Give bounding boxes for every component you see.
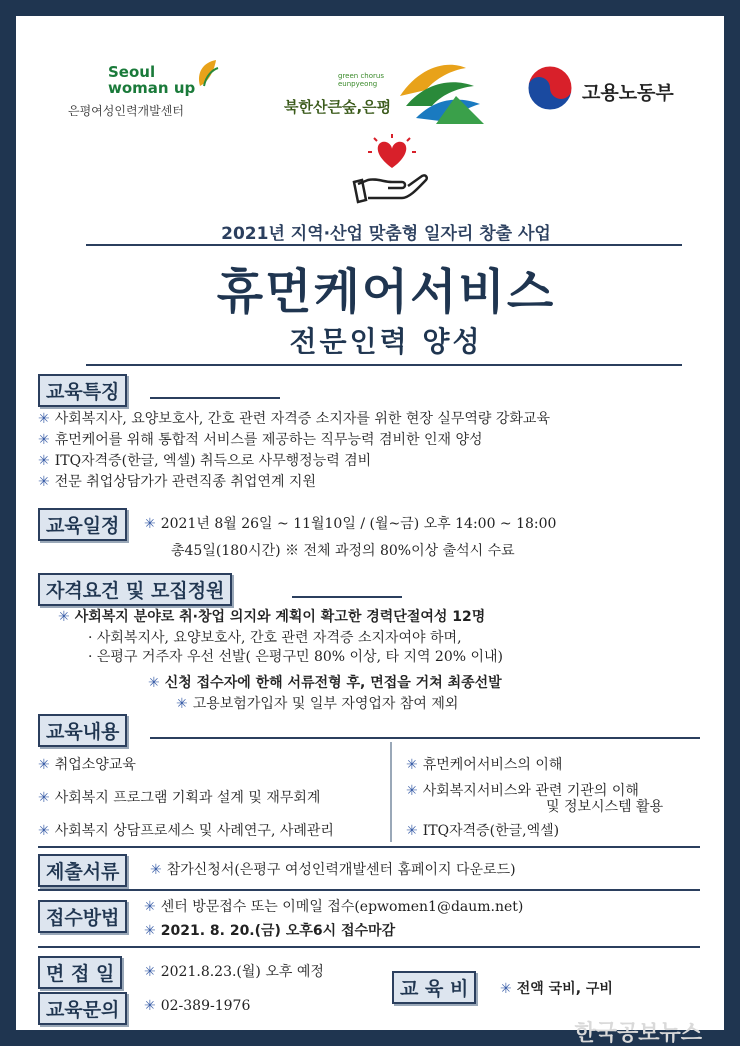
logo-green-chorus-small: green chorus eunpyeong xyxy=(338,72,384,88)
features-underline xyxy=(150,397,280,399)
requirements-sub1: · 사회복지사, 요양보호사, 간호 관련 자격증 소지자여야 하며, xyxy=(88,630,462,646)
mountain-icon xyxy=(396,56,488,126)
content-left-item: ✳ 사회복지 상담프로세스 및 사례연구, 사례관리 xyxy=(38,823,334,839)
heart-hand-icon xyxy=(352,132,432,208)
feature-item: ✳ ITQ자격증(한글, 엑셀) 취득으로 사무행정능력 겸비 xyxy=(38,453,372,469)
ministry-logo xyxy=(526,64,706,114)
logo-center-name: 은평여성인력개발센터 xyxy=(68,104,184,118)
feature-item: ✳ 사회복지사, 요양보호사, 간호 관련 자격증 소지자를 위한 현장 실무역량 강화교육 xyxy=(38,411,550,427)
feature-item: ✳ 전문 취업상담가가 관련직종 취업연계 지원 xyxy=(38,474,316,490)
schedule-dates: ✳ 2021년 8월 26일 ~ 11월10일 / (월~금) 오후 14:00 ~ 18:00 xyxy=(144,516,557,532)
content-right-item: ✳ 휴먼케어서비스의 이해 xyxy=(406,757,563,773)
content-left-item: ✳ 사회복지 프로그램 기획과 설계 및 재무회계 xyxy=(38,790,321,806)
documents-bottom-rule xyxy=(38,889,700,891)
feature-item: ✳ 휴먼케어를 위해 통합적 서비스를 제공하는 직무능력 겸비한 인재 양성 xyxy=(38,432,483,448)
documents-text: ✳ 참가신청서(은평구 여성인력개발센터 홈페이지 다운로드) xyxy=(150,862,516,878)
content-right-item: ✳ 사회복지서비스와 관련 기관의 이해 xyxy=(406,783,639,799)
section-label-documents: 제출서류 xyxy=(38,854,127,887)
section-label-inquiry: 교육문의 xyxy=(38,992,127,1025)
section-label-interview: 면 접 일 xyxy=(38,956,122,989)
apply-bottom-rule xyxy=(38,946,700,948)
seoul-woman-up-logo xyxy=(68,64,228,124)
title-top-rule xyxy=(86,244,682,246)
logo-seoul-text: Seoul xyxy=(108,63,156,81)
section-label-fee: 교 육 비 xyxy=(392,971,476,1004)
leaf-icon xyxy=(194,58,220,88)
requirements-note1: ✳ 신청 접수자에 한해 서류전형 후, 면접을 거쳐 최종선발 xyxy=(148,675,502,691)
contents-divider xyxy=(390,742,392,842)
project-subtitle: 2021년 지역·산업 맞춤형 일자리 창출 사업 xyxy=(221,224,551,244)
requirements-main: ✳ 사회복지 분야로 취·창업 의지와 계획이 확고한 경력단절여성 12명 xyxy=(58,609,486,625)
contents-top-rule xyxy=(150,737,700,739)
contents-bottom-rule xyxy=(38,846,700,848)
requirements-note2: ✳ 고용보험가입자 및 일부 자영업자 참여 제외 xyxy=(176,696,459,712)
green-chorus-logo xyxy=(278,56,498,128)
interview-text: ✳ 2021.8.23.(월) 오후 예정 xyxy=(144,964,324,980)
watermark: 한국공보뉴스 xyxy=(574,1021,702,1046)
section-label-requirements: 자격요건 및 모집정원 xyxy=(38,573,232,606)
section-label-apply: 접수방법 xyxy=(38,900,127,933)
fee-text: ✳ 전액 국비, 구비 xyxy=(500,981,613,997)
section-label-contents: 교육내용 xyxy=(38,714,127,747)
content-right-item-cont: 및 정보시스템 활용 xyxy=(546,799,664,815)
content-right-item: ✳ ITQ자격증(한글,엑셀) xyxy=(406,823,560,839)
section-label-features: 교육특징 xyxy=(38,374,127,407)
title-bottom-rule xyxy=(86,364,682,366)
content-left-item: ✳ 취업소양교육 xyxy=(38,757,136,773)
section-label-schedule: 교육일정 xyxy=(38,508,127,541)
ministry-name: 고용노동부 xyxy=(582,82,674,104)
requirements-sub2: · 은평구 거주자 우선 선발( 은평구민 80% 이상, 타 지역 20% 이내) xyxy=(88,649,504,665)
schedule-hours: 총45일(180시간) ※ 전체 과정의 80%이상 출석시 수료 xyxy=(171,543,515,559)
apply-method: ✳ 센터 방문접수 또는 이메일 접수(epwomen1@daum.net) xyxy=(144,899,524,915)
logo-womanup-text: woman up xyxy=(108,79,196,97)
requirements-underline xyxy=(292,596,402,598)
taegeuk-icon xyxy=(526,64,574,112)
logo-green-name: 북한산큰숲,은평 xyxy=(284,98,392,116)
apply-deadline: ✳ 2021. 8. 20.(금) 오후6시 접수마감 xyxy=(144,923,396,939)
page-subtitle: 전문인력 양성 xyxy=(289,325,483,358)
inquiry-phone: ✳ 02-389-1976 xyxy=(144,998,251,1014)
page-title: 휴먼케어서비스 xyxy=(216,264,556,320)
